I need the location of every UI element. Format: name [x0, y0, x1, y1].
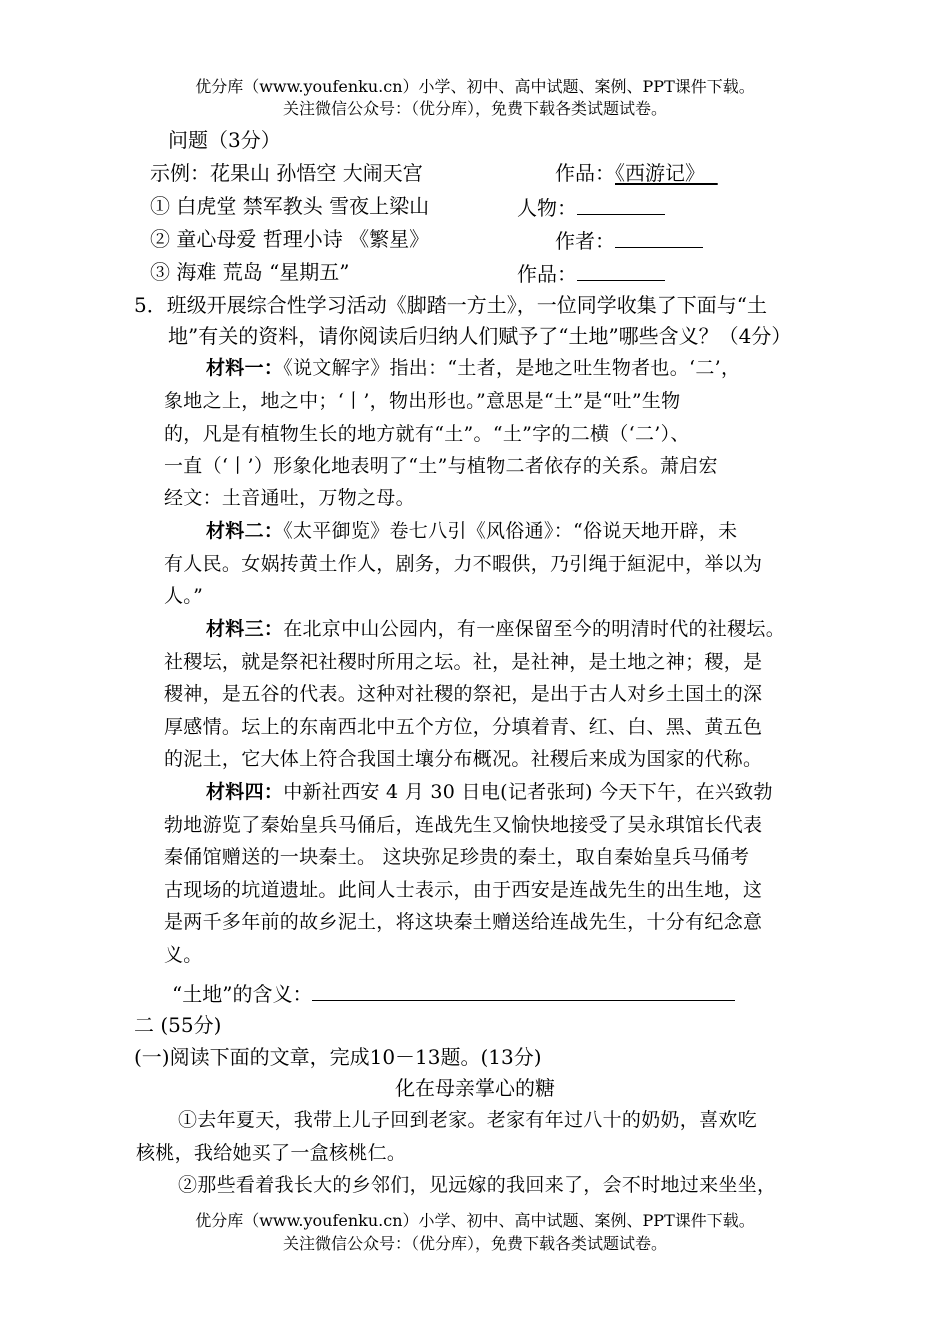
article-p2-line-1: ②那些看着我长大的乡邻们，见远嫁的我回来了，会不时地过来坐坐，	[178, 1174, 777, 1196]
material-3-line-4: 厚感情。坛上的东南西北中五个方位，分填着青、红、白、黑、黄五色	[164, 716, 763, 738]
q5-stem-line-1: 5．班级开展综合性学习活动《脚踏一方土》，一位同学收集了下面与“土	[134, 293, 767, 317]
material-2-line-1	[206, 522, 737, 541]
q4-item-1-blank[interactable]	[577, 196, 665, 215]
material-1-line-5: 经文：土音通吐，万物之母。	[164, 487, 415, 509]
q4-item-1-answer	[517, 196, 665, 218]
q4-example: 示例：花果山 孙悟空 大闹天宫	[150, 161, 423, 185]
q5-answer-row	[172, 982, 735, 1004]
q4-item-2-blank[interactable]	[615, 229, 703, 248]
material-4-line-4: 古现场的坑道遗址。此间人士表示，由于西安是连战先生的出生地，这	[164, 879, 763, 901]
q4-item-3-label: 作品：	[517, 262, 577, 286]
material-3-line-5: 的泥土，它大体上符合我国土壤分布概况。社稷后来成为国家的代称。	[164, 748, 763, 770]
material-2-text-1: 《太平御览》卷七八引《风俗通》：“俗说天地开辟，未	[283, 520, 738, 542]
article-title: 化在母亲掌心的糖	[395, 1076, 555, 1100]
section-2-subtitle: (一)阅读下面的文章，完成10－13题。(13分)	[134, 1045, 542, 1069]
material-1-text-1: 《说文解字》指出：“土者，是地之吐生物者也。‘二’，	[283, 357, 741, 379]
material-4-line-5: 是两千多年前的故乡泥土，将这块秦土赠送给连战先生，十分有纪念意	[164, 911, 763, 933]
article-p1-line-1: ①去年夏天，我带上儿子回到老家。老家有年过八十的奶奶，喜欢吃	[178, 1109, 758, 1131]
q4-item-3-answer	[517, 262, 665, 284]
q4-item-3-blank[interactable]	[577, 262, 665, 281]
material-1-line-1	[206, 359, 740, 378]
q4-item-2-answer	[555, 229, 703, 251]
material-4-line-6: 义。	[164, 944, 203, 966]
header-line-1: 优分库（www.youfenku.cn）小学、初中、高中试题、案例、PPT课件下载。	[195, 77, 755, 96]
q4-item-1: ① 白虎堂 禁军教头 雪夜上梁山	[150, 194, 430, 218]
q4-item-3: ③ 海难 荒岛 “星期五”	[150, 260, 350, 284]
material-2-label: 材料二：	[206, 520, 284, 542]
q4-item-2: ② 童心母爱 哲理小诗 《繁星》	[150, 227, 430, 251]
material-4-line-2: 勃地游览了秦始皇兵马俑后，连战先生又愉快地接受了吴永琪馆长代表	[164, 814, 763, 836]
material-1-label: 材料一：	[206, 357, 284, 379]
section-2-title: 二 (55分)	[134, 1013, 222, 1037]
q4-title: 问题（3分）	[168, 128, 281, 152]
q4-example-answer	[555, 163, 718, 183]
material-4-line-1	[206, 783, 773, 802]
q4-example-answer-value: 《西游记》	[615, 161, 705, 185]
q5-stem-line-2: 地”有关的资料，请你阅读后归纳人们赋予了“土地”哪些含义？（4分）	[168, 324, 792, 348]
material-3-line-2: 社稷坛，就是祭祀社稷时所用之坛。社，是社神，是土地之神；稷，是	[164, 651, 763, 673]
material-1-line-3: 的，凡是有植物生长的地方就有“土”。“土”字的二横（‘二’）、	[164, 423, 690, 445]
q4-example-answer-label: 作品：	[555, 161, 615, 185]
material-2-line-3: 人。”	[164, 585, 204, 607]
material-2-line-2: 有人民。女娲抟黄土作人，剧务，力不暇供，乃引绳于絙泥中，举以为	[164, 553, 763, 575]
article-p1-line-2: 核桃，我给她买了一盒核桃仁。	[136, 1142, 407, 1164]
q5-answer-label: “土地”的含义：	[172, 982, 313, 1006]
material-1-line-4: 一直（‘丨’）形象化地表明了“土”与植物二者依存的关系。萧启宏	[164, 455, 718, 477]
material-3-line-3: 稷神，是五谷的代表。这种对社稷的祭祀，是出于古人对乡土国土的深	[164, 683, 763, 705]
q5-answer-blank[interactable]	[312, 982, 735, 1001]
material-1-line-2: 象地之上，地之中；‘丨’，物出形也。”意思是“土”是“吐”生物	[164, 390, 681, 412]
material-4-line-3: 秦俑馆赠送的一块秦土。 这块弥足珍贵的秦土，取自秦始皇兵马俑考	[164, 846, 750, 868]
material-4-text-1: 中新社西安 4 月 30 日电(记者张珂) 今天下午，在兴致勃	[283, 781, 773, 803]
material-4-label: 材料四：	[206, 781, 284, 803]
material-3-text-1: 在北京中山公园内，有一座保留至今的明清时代的社稷坛。	[283, 618, 786, 640]
header-line-2: 关注微信公众号：（优分库），免费下载各类试题试卷。	[282, 99, 667, 118]
q4-item-2-label: 作者：	[555, 229, 615, 253]
material-3-line-1	[206, 620, 785, 639]
material-3-label: 材料三：	[206, 618, 284, 640]
footer-line-1: 优分库（www.youfenku.cn）小学、初中、高中试题、案例、PPT课件下载。	[195, 1211, 755, 1230]
q4-item-1-label: 人物：	[517, 196, 577, 220]
footer-line-2: 关注微信公众号：（优分库），免费下载各类试题试卷。	[282, 1234, 667, 1253]
